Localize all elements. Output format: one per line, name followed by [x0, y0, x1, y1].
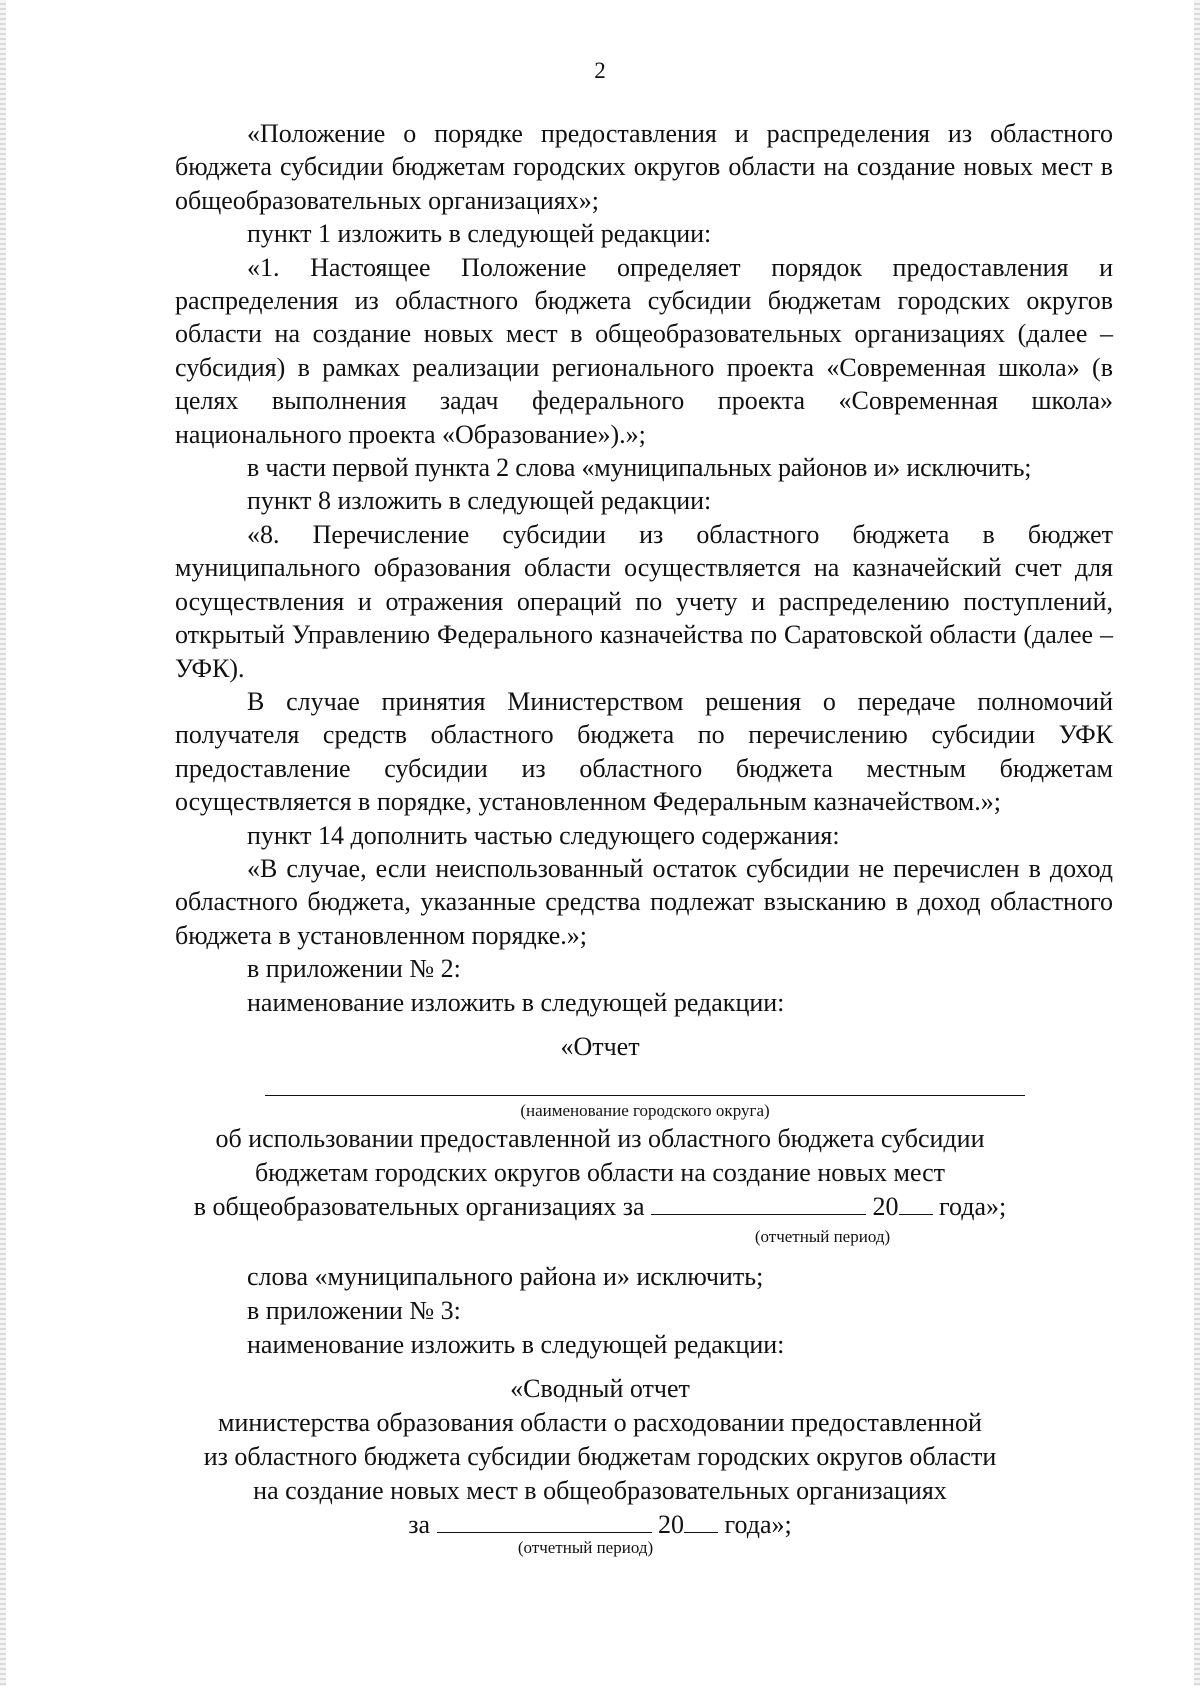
report-year-prefix: 20	[872, 1192, 899, 1221]
paragraph-appendix-3: в приложении № 3:	[247, 1296, 461, 1325]
summary-line-4	[0, 1508, 1200, 1542]
report-line-3-prefix: в общеобразовательных организациях за	[193, 1192, 645, 1221]
paragraph-appendix-2-name: наименование изложить в следующей редакции:	[247, 987, 785, 1017]
summary-year-blank	[684, 1510, 718, 1533]
summary-period-blank	[437, 1510, 652, 1533]
summary-suffix: года»;	[724, 1510, 792, 1539]
paragraph-point-8-delegation: В случае принятия Министерством решения о передаче полномочий получателя средств областного бюджета по перечислению субсидии УФК предоставление субсидии из областного бюджета местным бюджетам осуществляется в порядке, установленном Федеральным казначейством.»;	[175, 686, 1113, 817]
summary-line-2: из областного бюджета субсидии бюджетам городских округов области	[203, 1442, 997, 1471]
district-name-caption: (наименование городского округа)	[520, 1101, 770, 1120]
paragraph-appendix-3-name: наименование изложить в следующей редакции:	[247, 1330, 785, 1359]
paragraph-point-14-intro: пункт 14 дополнить частью следующего содержания:	[247, 820, 840, 850]
report-line-1: об использовании предоставленной из областного бюджета субсидии	[215, 1124, 985, 1153]
report-line-2: бюджетам городских округов области на создание новых мест	[254, 1158, 946, 1187]
report-line-3	[0, 1190, 1200, 1224]
paragraph-point-8-text: «8. Перечисление субсидии из областного бюджета в бюджет муниципального образования области осуществляется на казначейский счет для осуществления и отражения операций по учету и распределению поступлений, открытый Управлению Федерального казначейства по Саратовской области (далее – УФК).	[175, 519, 1113, 683]
report-year-blank	[899, 1192, 933, 1215]
report-period-caption: (отчетный период)	[754, 1227, 891, 1246]
summary-line-3: на создание новых мест в общеобразовательных организациях	[253, 1476, 947, 1505]
summary-period-caption: (отчетный период)	[517, 1538, 654, 1557]
report-title: «Отчет	[560, 1032, 640, 1061]
paragraph-words-removal: слова «муниципального района и» исключить;	[247, 1262, 764, 1291]
paragraph-point-14-text: «В случае, если неиспользованный остаток субсидии не перечислен в доход областного бюджета, указанные средства подлежат взысканию в доход областного бюджета в установленном порядке.»;	[175, 853, 1113, 950]
summary-za: за	[408, 1510, 431, 1539]
paragraph-point-8-intro: пункт 8 изложить в следующей редакции:	[247, 486, 712, 516]
paragraph-appendix-2: в приложении № 2:	[247, 954, 461, 984]
summary-year-prefix: 20	[658, 1510, 685, 1539]
page-number: 2	[594, 58, 606, 83]
paragraph-point-2-change: в части первой пункта 2 слова «муниципальных районов и» исключить;	[247, 453, 1032, 483]
document-body-lower	[175, 1260, 1113, 1362]
summary-line-1: министерства образования области о расходовании предоставленной	[218, 1408, 982, 1437]
paragraph-regulation-title: «Положение о порядке предоставления и распределения из областного бюджета субсидии бюджетам городских округов области на создание новых мест в общеобразовательных организациях»;	[175, 119, 1113, 215]
district-name-line	[265, 1095, 1025, 1096]
paragraph-point-1-intro: пункт 1 изложить в следующей редакции:	[247, 219, 712, 249]
paragraph-point-1-text: «1. Настоящее Положение определяет порядок предоставления и распределения из областного бюджета субсидии бюджетам городских округов области на создание новых мест в общеобразовательных организациях (далее – субсидия) в рамках реализации регионального проекта «Современная школа» (в целях выполнения задач федерального проекта «Современная школа» национального проекта «Образование»).»;	[175, 252, 1113, 449]
summary-title: «Сводный отчет	[510, 1374, 690, 1403]
report-line-3-suffix: года»;	[939, 1192, 1007, 1221]
report-period-blank	[651, 1192, 866, 1215]
document-body	[175, 117, 1113, 1019]
